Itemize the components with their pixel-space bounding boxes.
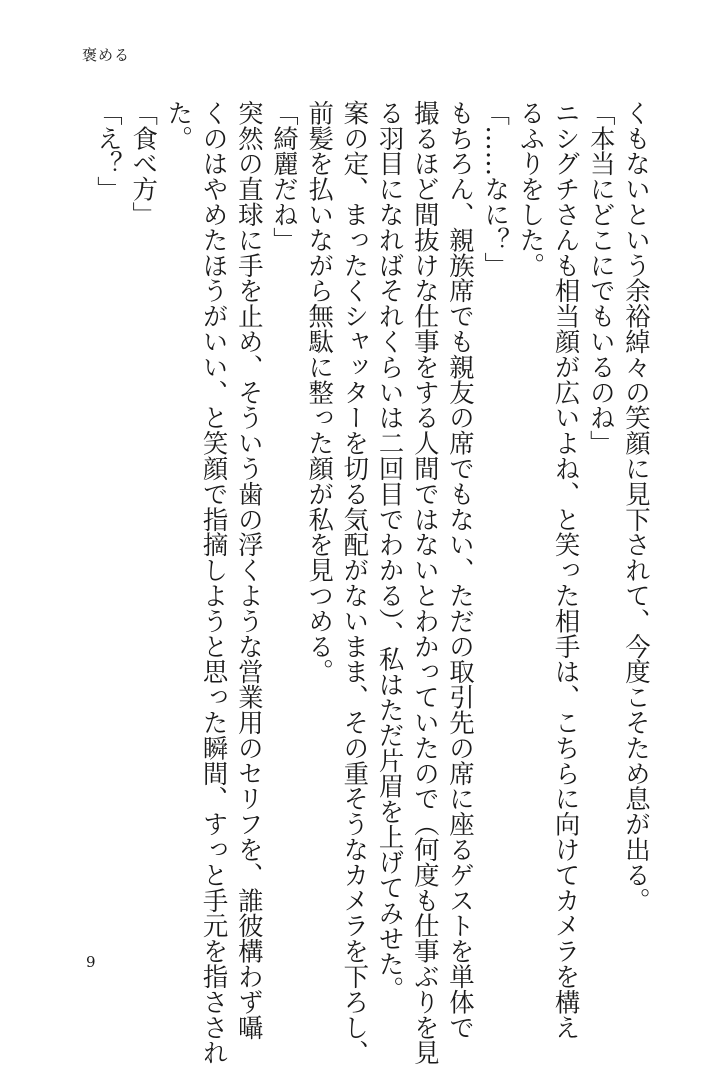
text-line: くもないという余裕綽々の笑顔に見下されて、今度こそため息が出る。 <box>622 100 652 913</box>
text-line: た。 <box>164 100 195 151</box>
text-line: くのはやめたほうがいい、と笑顔で指摘しようと思った瞬間、すっと手元を指さされ <box>199 100 230 1065</box>
text-line: 撮るほど間抜けな仕事をする人間ではないとわかっていたので（何度も仕事ぶりを見 <box>410 100 441 1065</box>
body-text <box>91 100 654 1065</box>
text-line: 「本当にどこにでもいるのね」 <box>586 100 617 456</box>
text-line: ニシグチさんも相当顔が広いよね、と笑った相手は、こちらに向けてカメラを構え <box>551 100 582 1040</box>
text-line: もちろん、親族席でも親友の席でもない、ただの取引先の席に座るゲストを単体で <box>445 100 476 1040</box>
text-line: 前髪を払いながら無駄に整った顔が私を見つめる。 <box>305 100 336 685</box>
text-line: 「……なに？」 <box>481 100 512 278</box>
page-number: 9 <box>86 953 96 971</box>
text-line: る羽目になればそれくらいは二回目でわかる）、私はただ片眉を上げてみせた。 <box>375 100 406 1002</box>
text-line: 案の定、まったくシャッターを切る気配がないまま、その重そうなカメラを下ろし、 <box>340 100 371 1065</box>
text-line: 「え？」 <box>93 100 124 202</box>
text-line: 「食べ方」 <box>129 100 160 227</box>
running-header: 褒める <box>82 46 131 64</box>
text-line: るふりをした。 <box>516 100 547 278</box>
text-line: 「綺麗だね」 <box>269 100 300 253</box>
text-line: 突然の直球に手を止め、そういう歯の浮くような営業用のセリフを、誰彼構わず囁 <box>234 100 265 1040</box>
